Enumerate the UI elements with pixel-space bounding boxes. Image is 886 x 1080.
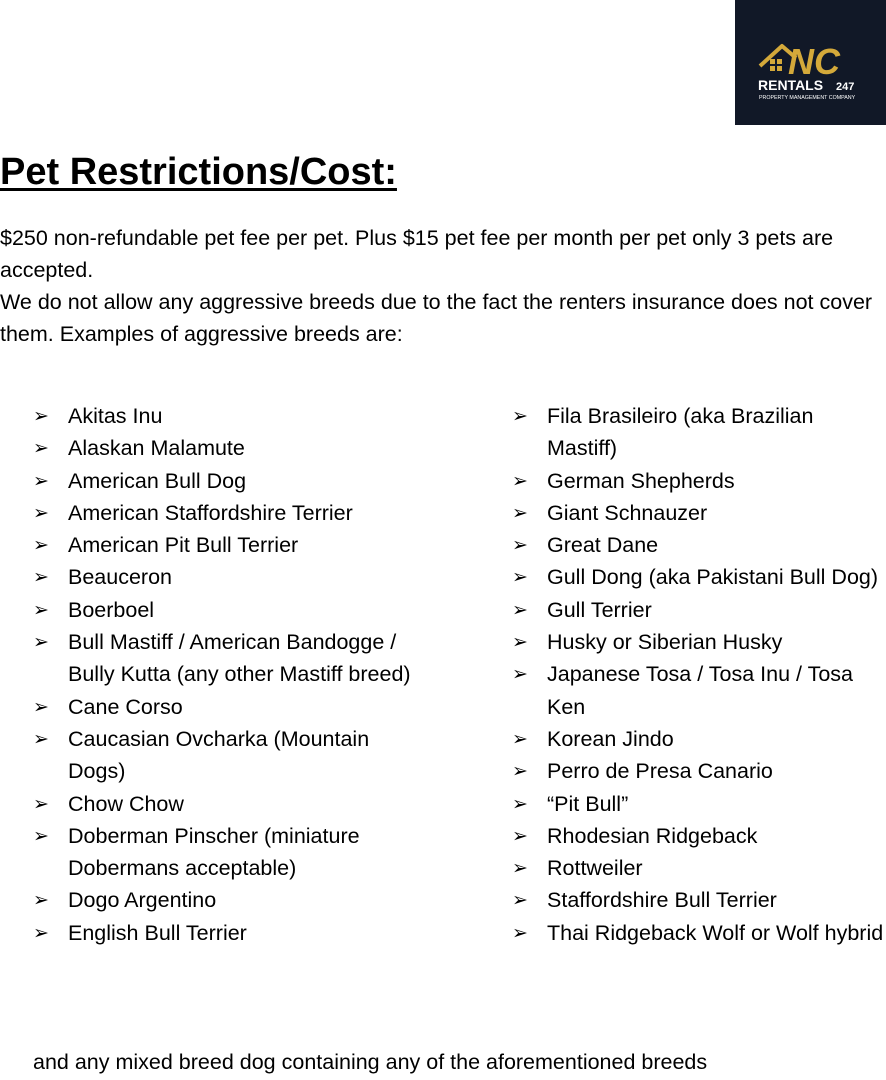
arrow-bullet-icon: ➢ — [512, 405, 528, 427]
arrow-bullet-icon: ➢ — [33, 921, 49, 944]
arrow-bullet-icon: ➢ — [512, 598, 528, 621]
breed-name: Husky or Siberian Husky — [547, 630, 783, 655]
breed-name: Japanese Tosa / Tosa Inu / Tosa Ken — [547, 662, 853, 719]
fee-paragraph: $250 non-refundable pet fee per pet. Plus $15 pet fee per month per pet only 3 pets are accepted. — [0, 226, 834, 283]
arrow-bullet-icon: ➢ — [512, 727, 528, 750]
breed-list-item — [33, 884, 413, 916]
footer-note: and any mixed breed dog containing any of the aforementioned breeds — [33, 1050, 708, 1074]
breed-name: Alaskan Malamute — [68, 436, 245, 461]
breed-list-item — [33, 594, 413, 626]
breed-list-item — [512, 497, 886, 529]
breed-name: Beauceron — [68, 565, 172, 590]
breed-name: American Pit Bull Terrier — [68, 533, 299, 558]
breed-name: American Bull Dog — [68, 468, 247, 493]
breed-name: Fila Brasileiro (aka Brazilian Mastiff) — [547, 404, 814, 461]
arrow-bullet-icon: ➢ — [512, 566, 528, 589]
breed-list-item — [512, 788, 886, 820]
breed-list-item — [512, 561, 886, 593]
house-logo-icon — [746, 22, 876, 104]
breed-list-item — [512, 852, 886, 884]
breed-name: Giant Schnauzer — [547, 500, 708, 525]
page-title: Pet Restrictions/Cost: — [0, 151, 397, 193]
breed-list-item — [33, 529, 413, 561]
logo-brand: NC — [787, 40, 840, 82]
arrow-bullet-icon: ➢ — [33, 501, 49, 524]
breed-name: Cane Corso — [68, 694, 183, 719]
breed-name: “Pit Bull” — [547, 791, 629, 816]
arrow-bullet-icon: ➢ — [512, 501, 528, 524]
arrow-bullet-icon: ➢ — [512, 824, 528, 847]
arrow-bullet-icon: ➢ — [512, 760, 528, 783]
breed-list-item — [512, 626, 886, 658]
breed-name: Gull Terrier — [547, 597, 652, 622]
breed-name: American Staffordshire Terrier — [68, 500, 353, 525]
arrow-bullet-icon: ➢ — [33, 727, 49, 750]
breed-list-right — [512, 400, 886, 949]
arrow-bullet-icon: ➢ — [33, 598, 49, 621]
breed-list-item — [33, 788, 413, 820]
arrow-bullet-icon: ➢ — [33, 631, 49, 654]
breed-list-item — [33, 917, 413, 949]
arrow-bullet-icon: ➢ — [33, 566, 49, 589]
breed-list-left — [33, 400, 413, 949]
arrow-bullet-icon: ➢ — [512, 534, 528, 557]
arrow-bullet-icon: ➢ — [512, 889, 528, 912]
breed-name: English Bull Terrier — [68, 920, 247, 945]
breed-list-item — [512, 594, 886, 626]
breed-name: Rottweiler — [547, 856, 643, 881]
breed-name: Bull Mastiff / American Bandogge / Bully Kutta (any other Mastiff breed) — [68, 630, 411, 687]
breed-list-item — [512, 820, 886, 852]
breed-list-item — [33, 432, 413, 464]
arrow-bullet-icon: ➢ — [512, 857, 528, 880]
breed-list-item — [33, 820, 413, 885]
breed-name: Akitas Inu — [68, 404, 163, 428]
arrow-bullet-icon: ➢ — [512, 663, 528, 686]
breed-list-item — [512, 884, 886, 916]
arrow-bullet-icon: ➢ — [512, 469, 528, 492]
breed-name: Staffordshire Bull Terrier — [547, 888, 777, 913]
breed-name: Great Dane — [547, 533, 659, 558]
breed-name: Rhodesian Ridgeback — [547, 823, 758, 848]
breed-list-item — [512, 658, 886, 723]
breed-name: Thai Ridgeback Wolf or Wolf hybrid — [547, 920, 884, 945]
breed-list-item — [512, 465, 886, 497]
breed-list-item — [512, 755, 886, 787]
arrow-bullet-icon: ➢ — [33, 695, 49, 718]
breed-list-item — [512, 400, 886, 465]
breed-list-item — [33, 691, 413, 723]
arrow-bullet-icon: ➢ — [512, 631, 528, 654]
arrow-bullet-icon: ➢ — [512, 921, 528, 944]
breed-name: Perro de Presa Canario — [547, 759, 773, 784]
breed-name: German Shepherds — [547, 468, 735, 493]
breed-name: Doberman Pinscher (miniature Dobermans acceptable) — [68, 823, 360, 881]
breed-list-item — [33, 465, 413, 497]
arrow-bullet-icon: ➢ — [33, 824, 49, 847]
arrow-bullet-icon: ➢ — [33, 889, 49, 912]
breed-name: Korean Jindo — [547, 726, 674, 751]
logo-tagline: PROPERTY MANAGEMENT COMPANY — [758, 94, 855, 101]
arrow-bullet-icon: ➢ — [33, 534, 49, 557]
breed-policy-paragraph: We do not allow any aggressive breeds due to the fact the renters insurance does not cover them. Examples of aggressive breeds are: — [0, 290, 873, 347]
arrow-bullet-icon: ➢ — [512, 792, 528, 815]
breed-list-item — [33, 561, 413, 593]
logo-number: 247 — [835, 80, 854, 93]
breed-name: Chow Chow — [68, 791, 184, 816]
arrow-bullet-icon: ➢ — [33, 792, 49, 815]
arrow-bullet-icon: ➢ — [33, 469, 49, 492]
breed-list-item — [512, 529, 886, 561]
logo-name: RENTALS — [757, 76, 823, 93]
breed-list-item — [33, 497, 413, 529]
breed-name: Gull Dong (aka Pakistani Bull Dog) — [547, 565, 879, 590]
breed-list-item — [33, 400, 413, 432]
breed-name: Boerboel — [68, 597, 155, 622]
arrow-bullet-icon: ➢ — [33, 405, 49, 427]
arrow-bullet-icon: ➢ — [33, 437, 49, 460]
breed-list-item — [33, 626, 413, 691]
breed-name: Caucasian Ovcharka (Mountain Dogs) — [68, 726, 370, 784]
company-logo — [735, 0, 886, 125]
breed-name: Dogo Argentino — [68, 888, 217, 913]
breed-list-item — [512, 723, 886, 755]
breed-list-item — [512, 917, 886, 949]
breed-list-item — [33, 723, 413, 788]
